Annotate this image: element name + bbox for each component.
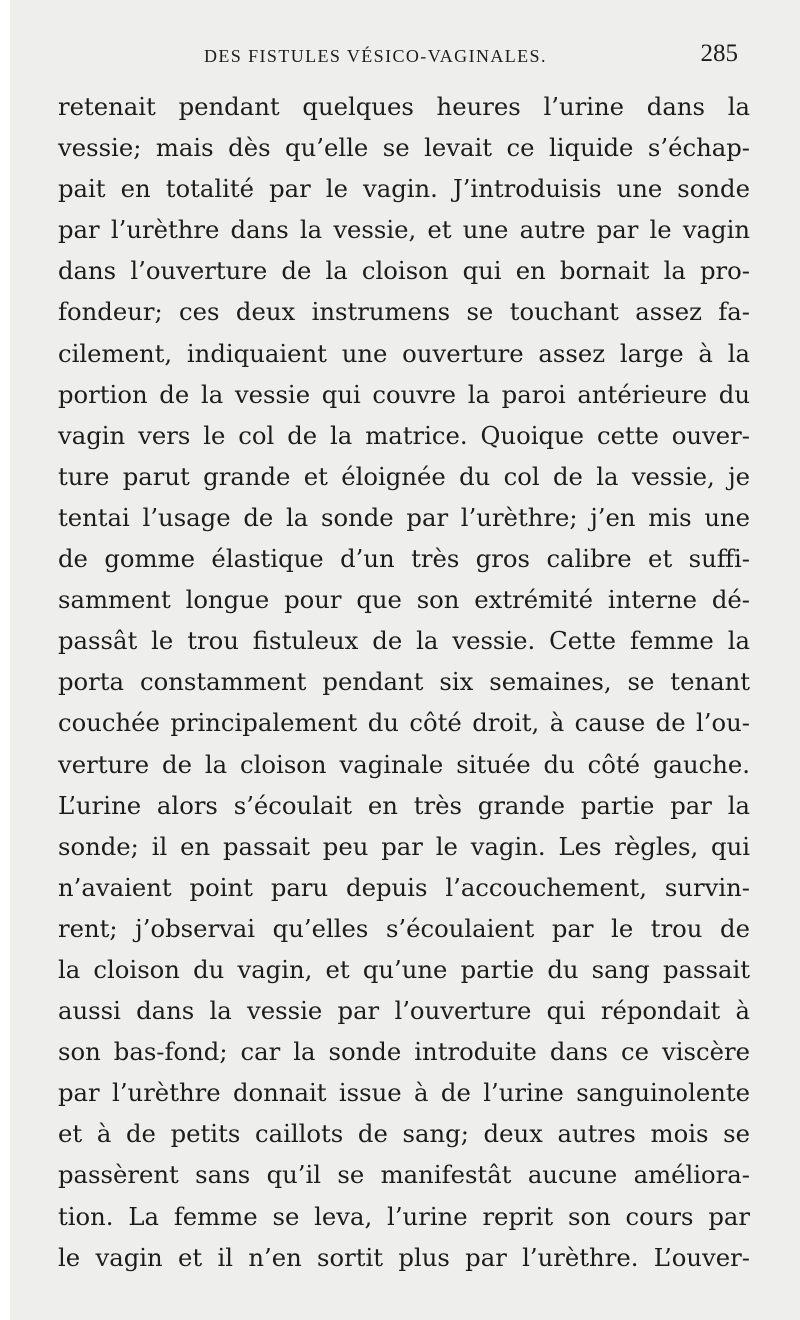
text-line: le vagin et il n’en sortit plus par l’urèthre. L’ouver- <box>58 1242 750 1272</box>
text-line: pait en totalité par le vagin. J’introduisis une sonde <box>58 174 750 204</box>
text-line: son bas-fond; car la sonde introduite dans ce viscère <box>58 1037 750 1067</box>
text-line: vagin vers le col de la matrice. Quoique cette ouver- <box>58 420 750 450</box>
text-line: tion. La femme se leva, l’urine reprit son cours par <box>58 1201 750 1231</box>
text-line: dans l’ouverture de la cloison qui en bornait la pro- <box>58 256 750 286</box>
text-line: ture parut grande et éloignée du col de la vessie, je <box>58 461 750 491</box>
text-line: L’urine alors s’écoulait en très grande partie par la <box>58 790 750 820</box>
text-line: la cloison du vagin, et qu’une partie du sang passait <box>58 954 750 984</box>
text-line: passèrent sans qu’il se manifestât aucune améliora- <box>58 1160 750 1190</box>
text-line: fondeur; ces deux instrumens se touchant assez fa- <box>58 297 750 327</box>
text-line: tentai l’usage de la sonde par l’urèthre; j’en mis une <box>58 502 750 532</box>
text-line: par l’urèthre dans la vessie, et une autre par le vagin <box>58 215 750 245</box>
running-title: DES FISTULES VÉSICO-VAGINALES. <box>204 46 547 66</box>
running-head <box>50 38 738 72</box>
text-line: aussi dans la vessie par l’ouverture qui répondait à <box>58 996 750 1026</box>
text-line: passât le trou fistuleux de la vessie. Cette femme la <box>58 626 750 656</box>
text-line: vessie; mais dès qu’elle se levait ce liquide s’échap- <box>58 133 750 163</box>
text-line: verture de la cloison vaginale située du côté gauche. <box>58 749 750 779</box>
text-line: et à de petits caillots de sang; deux autres mois se <box>58 1119 750 1149</box>
text-line: n’avaient point paru depuis l’accouchement, survin- <box>58 872 750 902</box>
text-line: samment longue pour que son extrémité interne dé- <box>58 585 750 615</box>
page-number: 285 <box>700 40 738 67</box>
text-line: porta constamment pendant six semaines, se tenant <box>58 667 750 697</box>
text-line: par l’urèthre donnait issue à de l’urine sanguinolente <box>58 1078 750 1108</box>
text-line: de gomme élastique d’un très gros calibre et suffi- <box>58 544 750 574</box>
text-line: sonde; il en passait peu par le vagin. Les règles, qui <box>58 831 750 861</box>
text-line: couchée principalement du côté droit, à cause de l’ou- <box>58 708 750 738</box>
text-line: retenait pendant quelques heures l’urine dans la <box>58 92 750 121</box>
text-line: cilement, indiquaient une ouverture assez large à la <box>58 338 750 368</box>
text-line: portion de la vessie qui couvre la paroi antérieure du <box>58 379 750 409</box>
body-text <box>58 86 750 1278</box>
text-line: rent; j’observai qu’elles s’écoulaient par le trou de <box>58 913 750 943</box>
